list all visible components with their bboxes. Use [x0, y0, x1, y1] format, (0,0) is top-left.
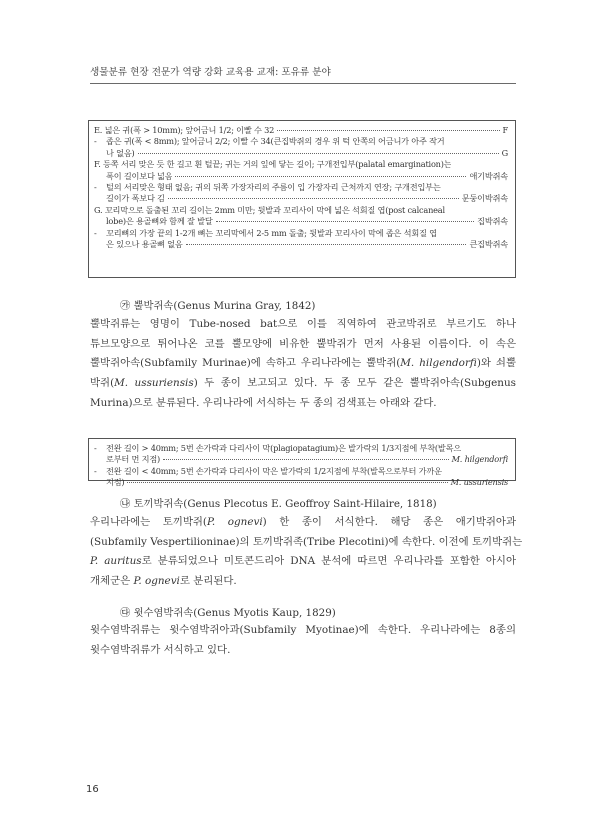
key-entry-g — [94, 205, 508, 228]
key-result: 문둥이박쥐속 — [461, 193, 508, 204]
body-line: P. auritus로 분류되었으나 미토콘드리아 DNA 분석에 따르면 우리나라를 포함한 아시아 — [90, 555, 516, 568]
key-line: G. 꼬리막으로 돌출된 꼬리 길이는 2mm 미만; 뒷발과 꼬리사이 막에 넓은 석회질 엽(post calcaneal — [94, 204, 445, 215]
key-line: 전완 길이 < 40mm; 5번 손가락과 다리사이 막은 발가락의 1/2지점에 부착(발목으로부터 가까운 — [106, 465, 442, 476]
key-bullet: - — [94, 227, 97, 238]
key-result: M. ussuriensis — [450, 477, 508, 488]
body-line: 뿔박쥐아속(Subfamily Murinae)에 속하고 우리나라에는 뿔박쥐(M. hilgendorfi)와 쇠뿔 — [90, 357, 516, 370]
key-result: 집박쥐속 — [477, 216, 508, 227]
key-line: 좁은 귀(폭 < 8mm); 앞어금니 2/2; 이빨 수 34(큰집박쥐의 경우 위 턱 안쪽의 어금니가 아주 작거 — [106, 136, 445, 147]
key-line-cont: lobe)은 용골뼈와 함께 잘 발달 — [106, 216, 213, 227]
running-header: 생물분류 현장 전문가 역량 강화 교육용 교재: 포유류 분야 — [90, 64, 516, 84]
key-entry-hilgendorfi — [94, 443, 508, 466]
body-line: 개체군은 P. ognevi로 분리된다. — [90, 575, 237, 588]
key-line-cont: 나 없음) — [106, 147, 135, 158]
key-line: 털의 서리맞은 형태 없음; 귀의 뒤쪽 가장자리의 주름이 입 가장자리 근처까지 연장; 구개전입부는 — [106, 182, 441, 193]
key-result: 애기박쥐속 — [469, 170, 508, 181]
body-line: 튜브모양으로 튀어나온 코를 뿔모양에 비유한 뿔박쥐가 먼저 사용된 이름이다. 이 속은 — [90, 337, 516, 350]
key-bullet: - — [94, 443, 97, 453]
key-entry-f-alt — [94, 182, 508, 205]
key-line-cont: 폭이 길이보다 넓음 — [106, 170, 173, 181]
key-line-cont: 은 있으나 용골뼈 없음 — [106, 239, 183, 250]
key-line-cont: 지점) — [106, 477, 125, 488]
key-entry-f — [94, 159, 508, 182]
key-result: F — [502, 125, 508, 135]
body-line: 윗수염박쥐류가 서식하고 있다. — [90, 643, 231, 656]
section-body-murina — [90, 315, 516, 414]
key-line: 꼬리뼈의 가장 끝의 1-2개 뼈는 꼬리막에서 2-5 mm 돌출; 뒷발과 꼬리사이 막에 좁은 석회질 엽 — [106, 227, 437, 238]
key-line-cont: 길이가 폭보다 김 — [106, 193, 165, 204]
key-line: 전완 길이 > 40mm; 5번 손가락과 다리사이 막(plagiopatagium)은 발가락의 1/3지점에 부착(발목으 — [106, 443, 462, 453]
section-body-myotis — [90, 621, 516, 660]
body-line: 박쥐(M. ussuriensis) 두 종이 보고되고 있다. 두 종 모두 같은 뿔박쥐아속(Subgenus — [90, 377, 516, 390]
key-result: 큰집박쥐속 — [469, 239, 508, 250]
key-line: F. 등쪽 서리 맞은 듯 한 길고 흰 털끝; 귀는 거의 잎에 닿는 길이; 구개전입부(palatal emargination)는 — [94, 159, 452, 170]
section-title-myotis: ㉰ 윗수염박쥐속(Genus Myotis Kaup, 1829) — [120, 607, 336, 619]
key-bullet: - — [94, 136, 97, 147]
section-title-murina: ㉮ 뿔박쥐속(Genus Murina Gray, 1842) — [120, 300, 316, 312]
body-line: 윗수염박쥐류는 윗수염박쥐아과(Subfamily Myotinae)에 속한다. 우리나라에는 8종의 — [90, 624, 516, 636]
key-line-cont: 로부터 먼 지점) — [106, 454, 161, 465]
key-bullet: - — [94, 465, 97, 476]
key-entry-e — [94, 125, 508, 136]
page-number: 16 — [86, 784, 99, 795]
identification-key-box-1 — [88, 120, 516, 278]
key-result: M. hilgendorfi — [451, 454, 508, 465]
key-entry-ussuriensis — [94, 466, 508, 489]
identification-key-box-2 — [88, 438, 516, 488]
key-result: G — [501, 147, 508, 158]
key-entry-g-alt — [94, 228, 508, 251]
body-line: Murina)으로 분류된다. 우리나라에 서식하는 두 종의 검색표는 아래와 같다. — [90, 396, 437, 409]
section-title-plecotus: ㉯ 토끼박쥐속(Genus Plecotus E. Geoffroy Saint-Hilaire, 1818) — [120, 498, 437, 510]
body-line: 뿔박쥐류는 영명이 Tube-nosed bat으로 이를 직역하여 관코박쥐로 부르기도 하나 — [90, 318, 516, 330]
section-body-plecotus — [90, 513, 523, 592]
key-line: E. 넓은 귀(폭 > 10mm); 앞어금니 1/2; 이빨 수 32 — [94, 125, 275, 135]
key-bullet: - — [94, 182, 97, 193]
body-line: 우리나라에는 토끼박쥐(P. ognevi) 한 종이 서식한다. 해당 종은 애기박쥐아과 — [90, 516, 516, 528]
key-entry-e-alt — [94, 136, 508, 159]
body-line: (Subfamily Vespertilioninae)의 토끼박쥐족(Tribe Plecotini)에 속한다. 이전에 토끼박쥐는 — [90, 535, 523, 548]
